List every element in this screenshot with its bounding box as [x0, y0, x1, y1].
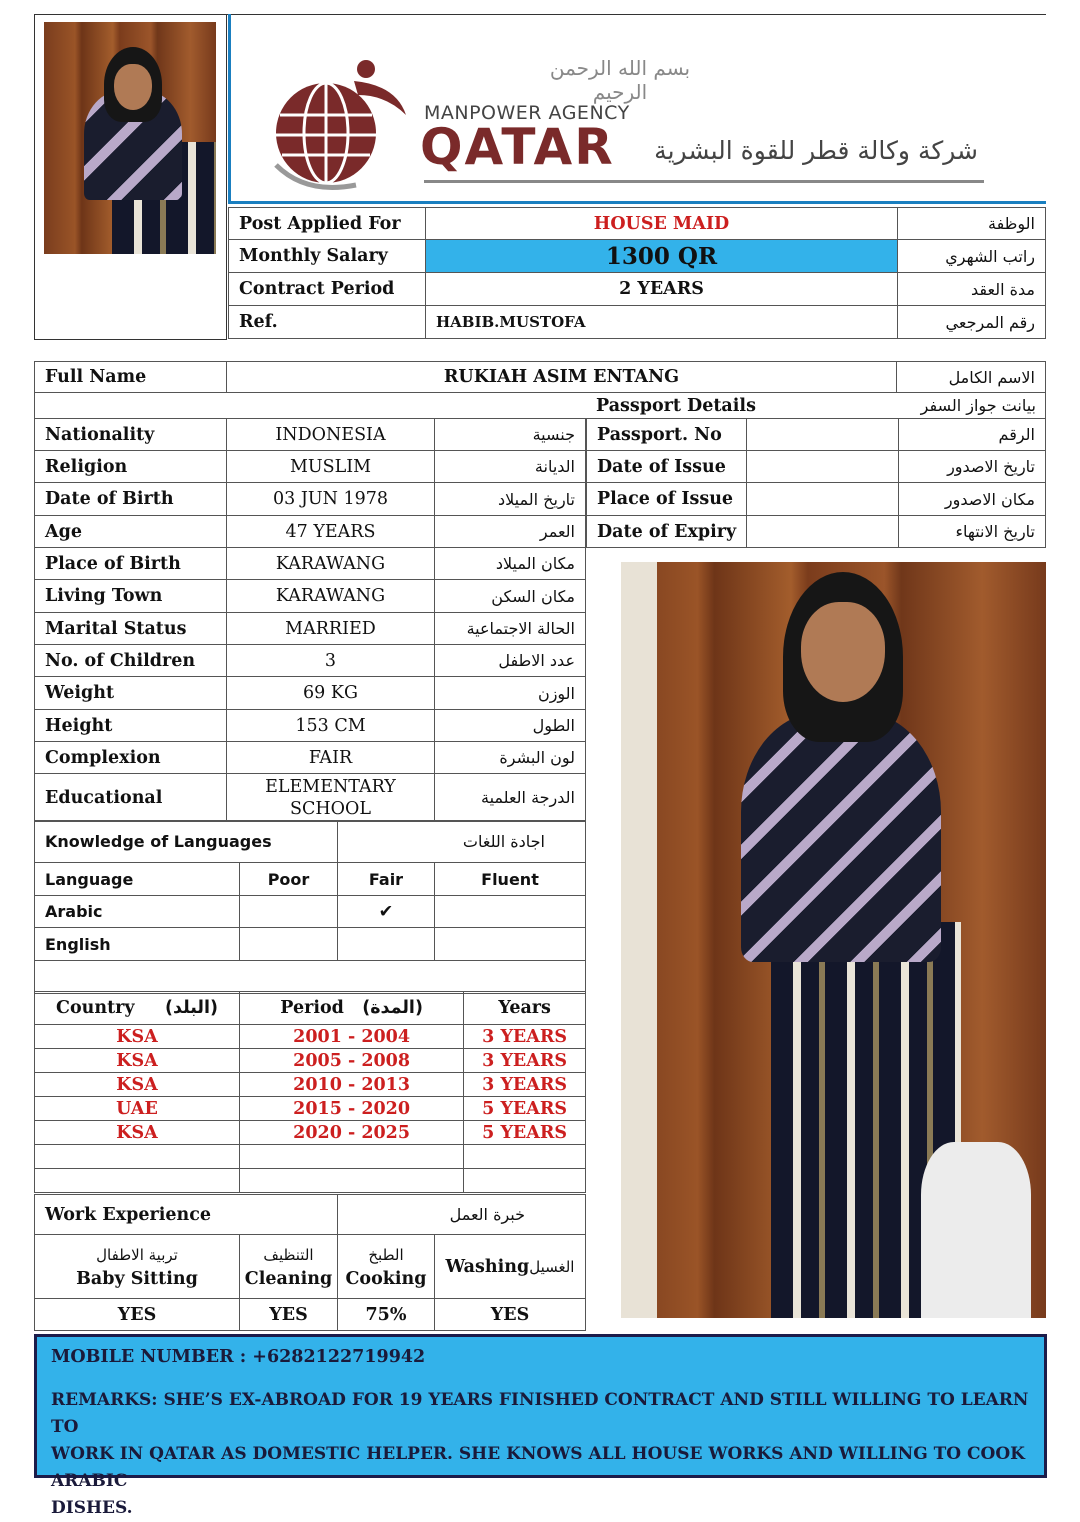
language-row: Arabic ✔: [35, 896, 586, 928]
agency-name-big: QATAR: [420, 118, 615, 176]
skill-baby-sitting: تربية الاطفال Baby Sitting: [35, 1235, 240, 1299]
personal-row: No. of Children 3 عدد الاطفل: [35, 645, 586, 677]
agency-name-arabic: شركة وكالة قطر للقوة البشرية: [654, 136, 978, 165]
passport-row: Date of Expiry تاريخ الانتهاء: [587, 516, 1046, 548]
languages-table: Knowledge of Languages اجادة اللغات Language Poor Fair Fluent Arabic ✔ English: [34, 820, 586, 994]
candidate-photo-small: [44, 22, 216, 254]
personal-row: Height 153 CM الطول: [35, 710, 586, 742]
personal-row: Marital Status MARRIED الحالة الاجتماعية: [35, 613, 586, 645]
header-divider: [424, 180, 984, 183]
remarks-line-3: DISHES.: [51, 1498, 133, 1518]
contract-value: 2 YEARS: [426, 273, 898, 306]
experience-row: KSA 2020 - 2025 5 YEARS: [35, 1121, 586, 1145]
passport-row: Place of Issue مكان الاصدور: [587, 483, 1046, 516]
personal-row: Living Town KARAWANG مكان السكن: [35, 580, 586, 613]
language-row: English: [35, 928, 586, 961]
experience-table: Country (البلد) Period (المدة) Years KSA 2001 - 2004 3 YEARS KSA 2005 - 2008 3 YEARS KSA 2010 - 2013 3 YEARS UAE 2015 - 2020 5 YEARS KSA 2020 - 2025 5 YEARS: [34, 991, 586, 1193]
experience-row: KSA 2005 - 2008 3 YEARS: [35, 1049, 586, 1073]
skill-washing: Washingالغسيل: [435, 1235, 586, 1299]
passport-title-ar: بيانت جواز السفر: [920, 396, 1036, 415]
salary-value: 1300 QR: [426, 240, 898, 273]
globe-logo: [266, 55, 406, 195]
personal-row: Weight 69 KG الوزن: [35, 677, 586, 710]
passport-title: Passport Details: [596, 396, 756, 416]
experience-row: UAE 2015 - 2020 5 YEARS: [35, 1097, 586, 1121]
personal-table: [34, 418, 586, 822]
passport-row: Date of Issue تاريخ الاصدور: [587, 451, 1046, 483]
full-name-value: RUKIAH ASIM ENTANG: [227, 362, 897, 393]
personal-row: Date of Birth 03 JUN 1978 تاريخ الميلاد: [35, 483, 586, 516]
agency-name-small: MANPOWER AGENCY: [424, 102, 630, 124]
experience-row: KSA 2001 - 2004 3 YEARS: [35, 1025, 586, 1049]
mobile-number: MOBILE NUMBER : +6282122719942: [51, 1347, 426, 1367]
personal-row: Place of Birth KARAWANG مكان الميلاد: [35, 548, 586, 580]
personal-row: Educational ELEMENTARY SCHOOL الدرجة العلمية: [35, 774, 586, 822]
ref-value: HABIB.MUSTOFA: [426, 306, 898, 339]
personal-row: Complexion FAIR لون البشرة: [35, 742, 586, 774]
remarks-line-2: WORK IN QATAR AS DOMESTIC HELPER. SHE KNOWS ALL HOUSE WORKS AND WILLING TO COOK ARABIC: [51, 1444, 1025, 1491]
full-name-table: Full Name RUKIAH ASIM ENTANG الاسم الكامل: [34, 361, 1046, 393]
personal-row: Nationality INDONESIA جنسية: [35, 419, 586, 451]
skill-cleaning: التنظيف Cleaning: [240, 1235, 338, 1299]
experience-row: KSA 2010 - 2013 3 YEARS: [35, 1073, 586, 1097]
personal-row: Religion MUSLIM الديانة: [35, 451, 586, 483]
candidate-photo-large: [621, 562, 1046, 1318]
skills-table: Work Experience خبرة العمل تربية الاطفال Baby Sitting التنظيف Cleaning الطبخ Cooking Washingالغسيل YES YES 75% YES: [34, 1194, 586, 1331]
job-table: Post Applied For HOUSE MAID الوظفة Monthly Salary 1300 QR راتب الشهري Contract Period 2 YEARS مدة العقد Ref. HABIB.MUSTOFA رقم المرجعي: [228, 207, 1046, 339]
remarks-box: [34, 1334, 1047, 1518]
basmala: بسم الله الرحمن الرحيم: [549, 56, 691, 104]
passport-row: Passport. No الرقم: [587, 419, 1046, 451]
passport-table: [586, 418, 1046, 548]
post-value: HOUSE MAID: [426, 208, 898, 240]
skill-cooking: الطبخ Cooking: [338, 1235, 435, 1299]
personal-row: Age 47 YEARS العمر: [35, 516, 586, 548]
remarks-line-1: REMARKS: SHE’S EX-ABROAD FOR 19 YEARS FINISHED CONTRACT AND STILL WILLING TO LEARN TO: [51, 1390, 1029, 1437]
checkmark-icon: ✔: [338, 896, 435, 928]
